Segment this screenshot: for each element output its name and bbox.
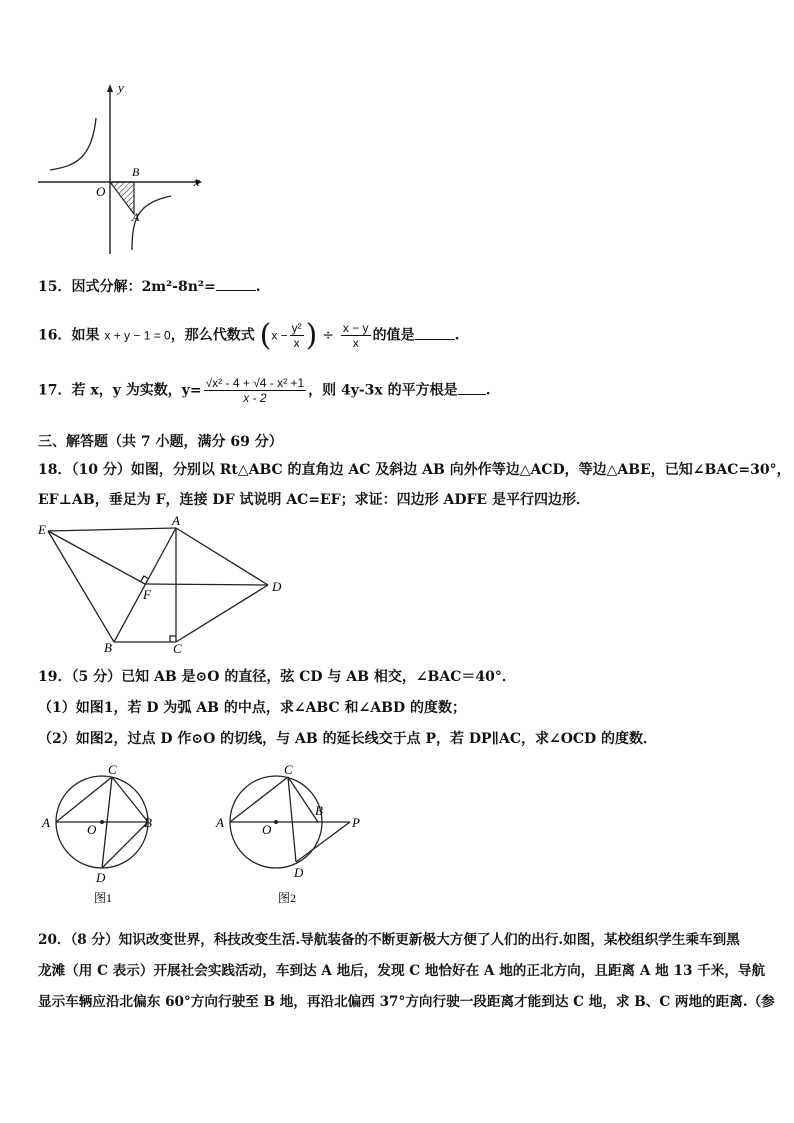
fig2-label-p: P xyxy=(352,815,360,830)
q15-end: . xyxy=(255,279,261,295)
q17-prefix: 若 x，y 为实数，y= xyxy=(71,382,202,399)
q15-number: 15． xyxy=(38,279,72,295)
q16-end: . xyxy=(454,327,460,344)
q16-div: ÷ xyxy=(322,327,334,344)
q16-mid: ，那么代数式 xyxy=(170,327,255,344)
q18-line-1: 18．（10 分）如图，分别以 Rt△ABC 的直角边 AC 及斜边 AB 向外作等边△ACD，等边△ABE，已知∠BAC=30°， xyxy=(38,462,791,478)
q17-fraction: $\frac{\text{√x² - 4 + √4 - x² +1}}{x - 2}$ xyxy=(205,376,305,405)
segment-ef xyxy=(48,531,145,584)
q17-suffix: ，则 4y-3x 的平方根是 xyxy=(308,382,458,399)
q19-figure-1 xyxy=(38,760,168,910)
label-b: B xyxy=(104,640,112,654)
fig1-label-a: A xyxy=(42,815,50,830)
section-3-title: 三、解答题（共 7 小题，满分 69 分） xyxy=(38,434,283,450)
fig2-label-c: C xyxy=(284,762,293,777)
fig1-label-d: D xyxy=(96,870,106,885)
q16-fraction-1: $\frac{\text{y²}}{x}$ xyxy=(291,321,302,350)
center-o xyxy=(100,820,104,824)
q15-text: 因式分解：2m²-8n²= xyxy=(71,279,216,295)
chord-ac xyxy=(230,777,288,822)
segment-eb xyxy=(48,531,114,642)
fig1-label-o: O xyxy=(87,822,97,837)
segment-cd xyxy=(176,585,268,642)
chord-bc xyxy=(288,777,318,822)
q16-prefix: 如果 xyxy=(71,327,100,344)
shaded-triangle xyxy=(110,182,134,214)
question-16: 16．如果 x + y − 1 = 0，那么代数式 (x − $\frac{\text{y²}}{x}$ ) ÷ $\frac{x - y}{x}$ 的值是 . xyxy=(38,318,460,353)
point-a-label: A xyxy=(132,210,140,224)
q19-figure-2 xyxy=(212,760,372,910)
segment-fd xyxy=(145,584,268,585)
fig2-label-a: A xyxy=(216,815,224,830)
q17-end: . xyxy=(485,382,491,399)
q17-answer-blank xyxy=(458,384,486,395)
q16-suffix: 的值是 xyxy=(372,327,415,344)
fig1-label-b: B xyxy=(144,815,152,830)
q20-line-3: 显示车辆应沿北偏东 60°方向行驶至 B 地，再沿北偏西 37°方向行驶一段距离才能到达 C 地，求 B、C 两地的距离.（参 xyxy=(38,994,775,1010)
fig1-caption: 图1 xyxy=(94,891,113,905)
fig2-label-b: B xyxy=(315,803,323,818)
label-f: F xyxy=(143,587,151,602)
q16-number: 16． xyxy=(38,327,72,344)
fig2-caption: 图2 xyxy=(278,891,297,905)
q18-figure xyxy=(36,514,296,654)
y-axis-label: y xyxy=(118,80,124,95)
q19-line-1: 19．（5 分）已知 AB 是⊙O 的直径，弦 CD 与 AB 相交，∠BAC＝40°． xyxy=(38,669,516,685)
origin-label: O xyxy=(96,184,106,199)
chord-cd xyxy=(288,777,296,862)
center-o xyxy=(274,820,278,824)
chord-ac xyxy=(56,777,112,822)
q16-answer-blank xyxy=(415,329,455,340)
q16-expr-left: x − xyxy=(271,328,288,343)
q19-line-3: （2）如图2，过点 D 作⊙O 的切线，与 AB 的延长线交于点 P，若 DP∥AC，求∠OCD 的度数． xyxy=(38,731,658,747)
question-15 xyxy=(38,276,261,296)
question-17 xyxy=(38,376,491,405)
hyperbola-graph xyxy=(36,78,206,258)
label-d: D xyxy=(272,579,282,594)
segment-ab xyxy=(114,528,176,642)
fig2-label-o: O xyxy=(262,822,272,837)
fig1-label-c: C xyxy=(108,762,117,777)
q17-number: 17． xyxy=(38,382,72,399)
tangent-dp xyxy=(296,822,350,862)
segment-ea xyxy=(48,528,176,531)
q15-answer-blank xyxy=(216,280,256,291)
y-axis-arrow xyxy=(107,84,113,92)
x-axis-label: x xyxy=(194,174,200,189)
fig2-label-d: D xyxy=(294,865,304,880)
label-c: C xyxy=(173,641,182,654)
label-e: E xyxy=(38,522,46,537)
q18-line-2: EF⊥AB，垂足为 F，连接 DF 试说明 AC=EF；求证：四边形 ADFE 是平行四边形． xyxy=(38,492,590,508)
q16-condition: x + y − 1 = 0 xyxy=(104,328,171,343)
hyperbola-left-branch xyxy=(50,118,96,170)
q19-line-2: （1）如图1，若 D 为弧 AB 的中点，求∠ABC 和∠ABD 的度数； xyxy=(38,700,466,716)
q16-fraction-2: $\frac{x - y}{x}$ xyxy=(342,321,369,350)
q20-line-1: 20．（8 分）知识改变世界，科技改变生活.导航装备的不断更新极大方便了人们的出行.如图，某校组织学生乘车到黑 xyxy=(38,932,740,948)
segment-ad xyxy=(176,528,268,585)
point-b-label: B xyxy=(132,165,140,179)
label-a: A xyxy=(172,514,180,528)
q20-line-2: 龙滩（用 C 表示）开展社会实践活动，车到达 A 地后，发现 C 地恰好在 A 地的正北方向，且距离 A 地 13 千米，导航 xyxy=(38,963,766,979)
